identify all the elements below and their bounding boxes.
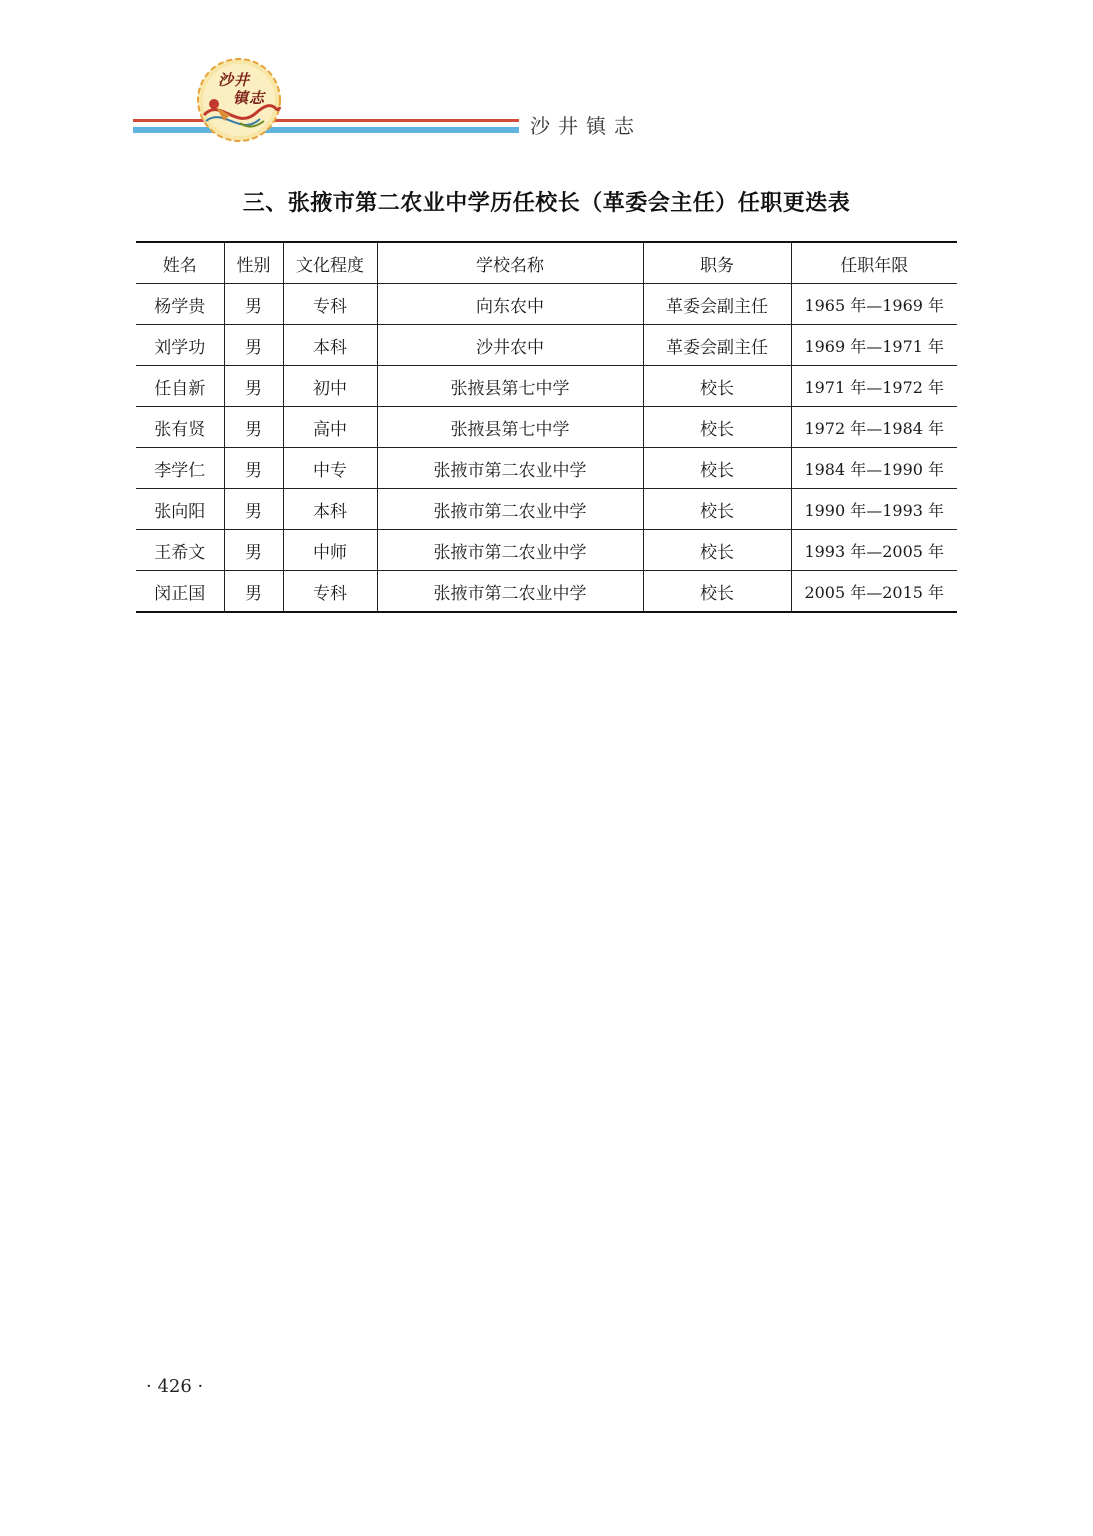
cell-name: 张向阳 bbox=[136, 489, 224, 530]
cell-gender: 男 bbox=[224, 407, 283, 448]
cell-tenure: 1984 年—1990 年 bbox=[791, 448, 957, 489]
cell-name: 王希文 bbox=[136, 530, 224, 571]
column-header-school: 学校名称 bbox=[377, 242, 643, 284]
cell-tenure: 1990 年—1993 年 bbox=[791, 489, 957, 530]
table-row bbox=[136, 325, 957, 366]
cell-education: 中师 bbox=[283, 530, 377, 571]
cell-name: 任自新 bbox=[136, 366, 224, 407]
cell-education: 初中 bbox=[283, 366, 377, 407]
table-row bbox=[136, 448, 957, 489]
header-rule-blue bbox=[133, 127, 519, 133]
cell-gender: 男 bbox=[224, 366, 283, 407]
cell-education: 专科 bbox=[283, 284, 377, 325]
cell-tenure: 1971 年—1972 年 bbox=[791, 366, 957, 407]
cell-education: 专科 bbox=[283, 571, 377, 613]
cell-gender: 男 bbox=[224, 448, 283, 489]
cell-position: 校长 bbox=[643, 407, 791, 448]
cell-school: 向东农中 bbox=[377, 284, 643, 325]
cell-name: 张有贤 bbox=[136, 407, 224, 448]
cell-position: 校长 bbox=[643, 571, 791, 613]
cell-name: 闵正国 bbox=[136, 571, 224, 613]
cell-school: 张掖市第二农业中学 bbox=[377, 530, 643, 571]
column-header-education: 文化程度 bbox=[283, 242, 377, 284]
running-title: 沙井镇志 bbox=[530, 114, 642, 138]
section-title: 三、张掖市第二农业中学历任校长（革委会主任）任职更迭表 bbox=[242, 191, 851, 216]
cell-school: 张掖市第二农业中学 bbox=[377, 571, 643, 613]
cell-tenure: 1972 年—1984 年 bbox=[791, 407, 957, 448]
cell-position: 校长 bbox=[643, 366, 791, 407]
header-rule-red bbox=[133, 119, 519, 122]
cell-gender: 男 bbox=[224, 325, 283, 366]
cell-gender: 男 bbox=[224, 571, 283, 613]
cell-gender: 男 bbox=[224, 284, 283, 325]
cell-school: 张掖县第七中学 bbox=[377, 366, 643, 407]
table-row bbox=[136, 284, 957, 325]
logo-line2: 镇志 bbox=[233, 89, 266, 107]
cell-position: 革委会副主任 bbox=[643, 284, 791, 325]
table-row bbox=[136, 407, 957, 448]
principal-table bbox=[136, 241, 957, 613]
page-number: · 426 · bbox=[146, 1376, 204, 1397]
cell-tenure: 1965 年—1969 年 bbox=[791, 284, 957, 325]
cell-education: 高中 bbox=[283, 407, 377, 448]
logo-text bbox=[196, 57, 282, 143]
cell-position: 校长 bbox=[643, 448, 791, 489]
table-row bbox=[136, 571, 957, 613]
table-row bbox=[136, 366, 957, 407]
cell-education: 本科 bbox=[283, 325, 377, 366]
column-header-tenure: 任职年限 bbox=[791, 242, 957, 284]
cell-tenure: 1969 年—1971 年 bbox=[791, 325, 957, 366]
cell-position: 校长 bbox=[643, 530, 791, 571]
table-row bbox=[136, 530, 957, 571]
cell-gender: 男 bbox=[224, 530, 283, 571]
cell-gender: 男 bbox=[224, 489, 283, 530]
table-header-row bbox=[136, 242, 957, 284]
cell-tenure: 1993 年—2005 年 bbox=[791, 530, 957, 571]
column-header-gender: 性别 bbox=[224, 242, 283, 284]
cell-name: 刘学功 bbox=[136, 325, 224, 366]
cell-name: 李学仁 bbox=[136, 448, 224, 489]
cell-school: 张掖市第二农业中学 bbox=[377, 489, 643, 530]
column-header-name: 姓名 bbox=[136, 242, 224, 284]
cell-education: 本科 bbox=[283, 489, 377, 530]
cell-name: 杨学贵 bbox=[136, 284, 224, 325]
cell-tenure: 2005 年—2015 年 bbox=[791, 571, 957, 613]
table-row bbox=[136, 489, 957, 530]
cell-education: 中专 bbox=[283, 448, 377, 489]
cell-school: 沙井农中 bbox=[377, 325, 643, 366]
cell-position: 校长 bbox=[643, 489, 791, 530]
cell-position: 革委会副主任 bbox=[643, 325, 791, 366]
book-logo bbox=[196, 57, 282, 143]
cell-school: 张掖县第七中学 bbox=[377, 407, 643, 448]
logo-line1: 沙井 bbox=[218, 71, 251, 89]
column-header-position: 职务 bbox=[643, 242, 791, 284]
cell-school: 张掖市第二农业中学 bbox=[377, 448, 643, 489]
